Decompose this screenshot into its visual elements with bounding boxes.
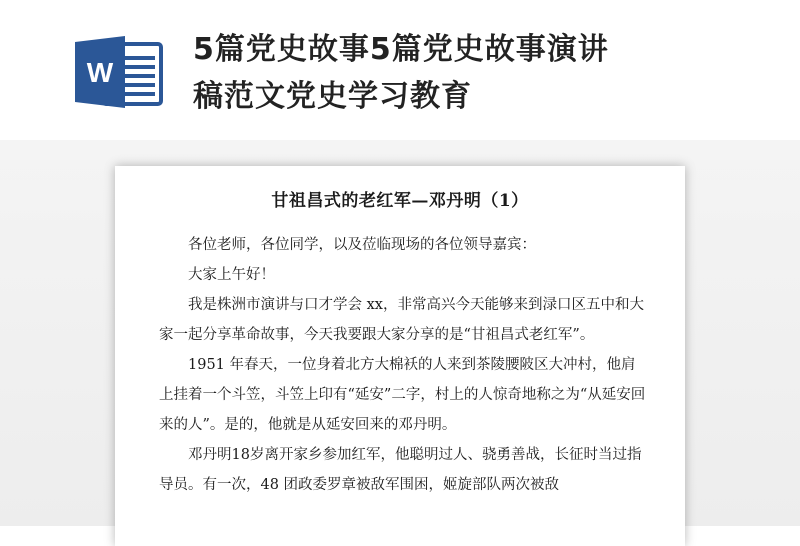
document-title: 甘祖昌式的老红军—邓丹明（1） [271,191,529,211]
page-title [193,26,783,120]
title-line-1: 5篇党史故事5篇党史故事演讲 [193,32,609,67]
paragraph: 我是株洲市演讲与口才学会 xx，非常高兴今天能够来到渌口区五中和大家一起分享革命故事，今天我要跟大家分享的是“甘祖昌式老红军”。 [159,297,644,343]
paragraph: 邓丹明18岁离开家乡参加红军，他聪明过人、骁勇善战，长征时当过指导员。有一次，48 团政委罗章被敌军围困，姬旋部队两次被敌 [159,447,642,493]
document-body [159,230,649,500]
paragraph: 各位老师，各位同学，以及莅临现场的各位领导嘉宾： [188,237,536,253]
word-icon [75,36,163,108]
header [0,0,800,140]
document-page [115,166,685,546]
title-line-2: 稿范文党史学习教育 [193,79,472,114]
word-icon-letter: W [86,57,114,88]
paragraph: 1951 年春天，一位身着北方大棉袄的人来到茶陵腰陂区大冲村，他肩上挂着一个斗笠，斗笠上印有“延安”二字，村上的人惊奇地称之为“从延安回来的人”。是的，他就是从延安回来的邓丹明。 [159,357,646,433]
paragraph: 大家上午好！ [188,267,275,283]
